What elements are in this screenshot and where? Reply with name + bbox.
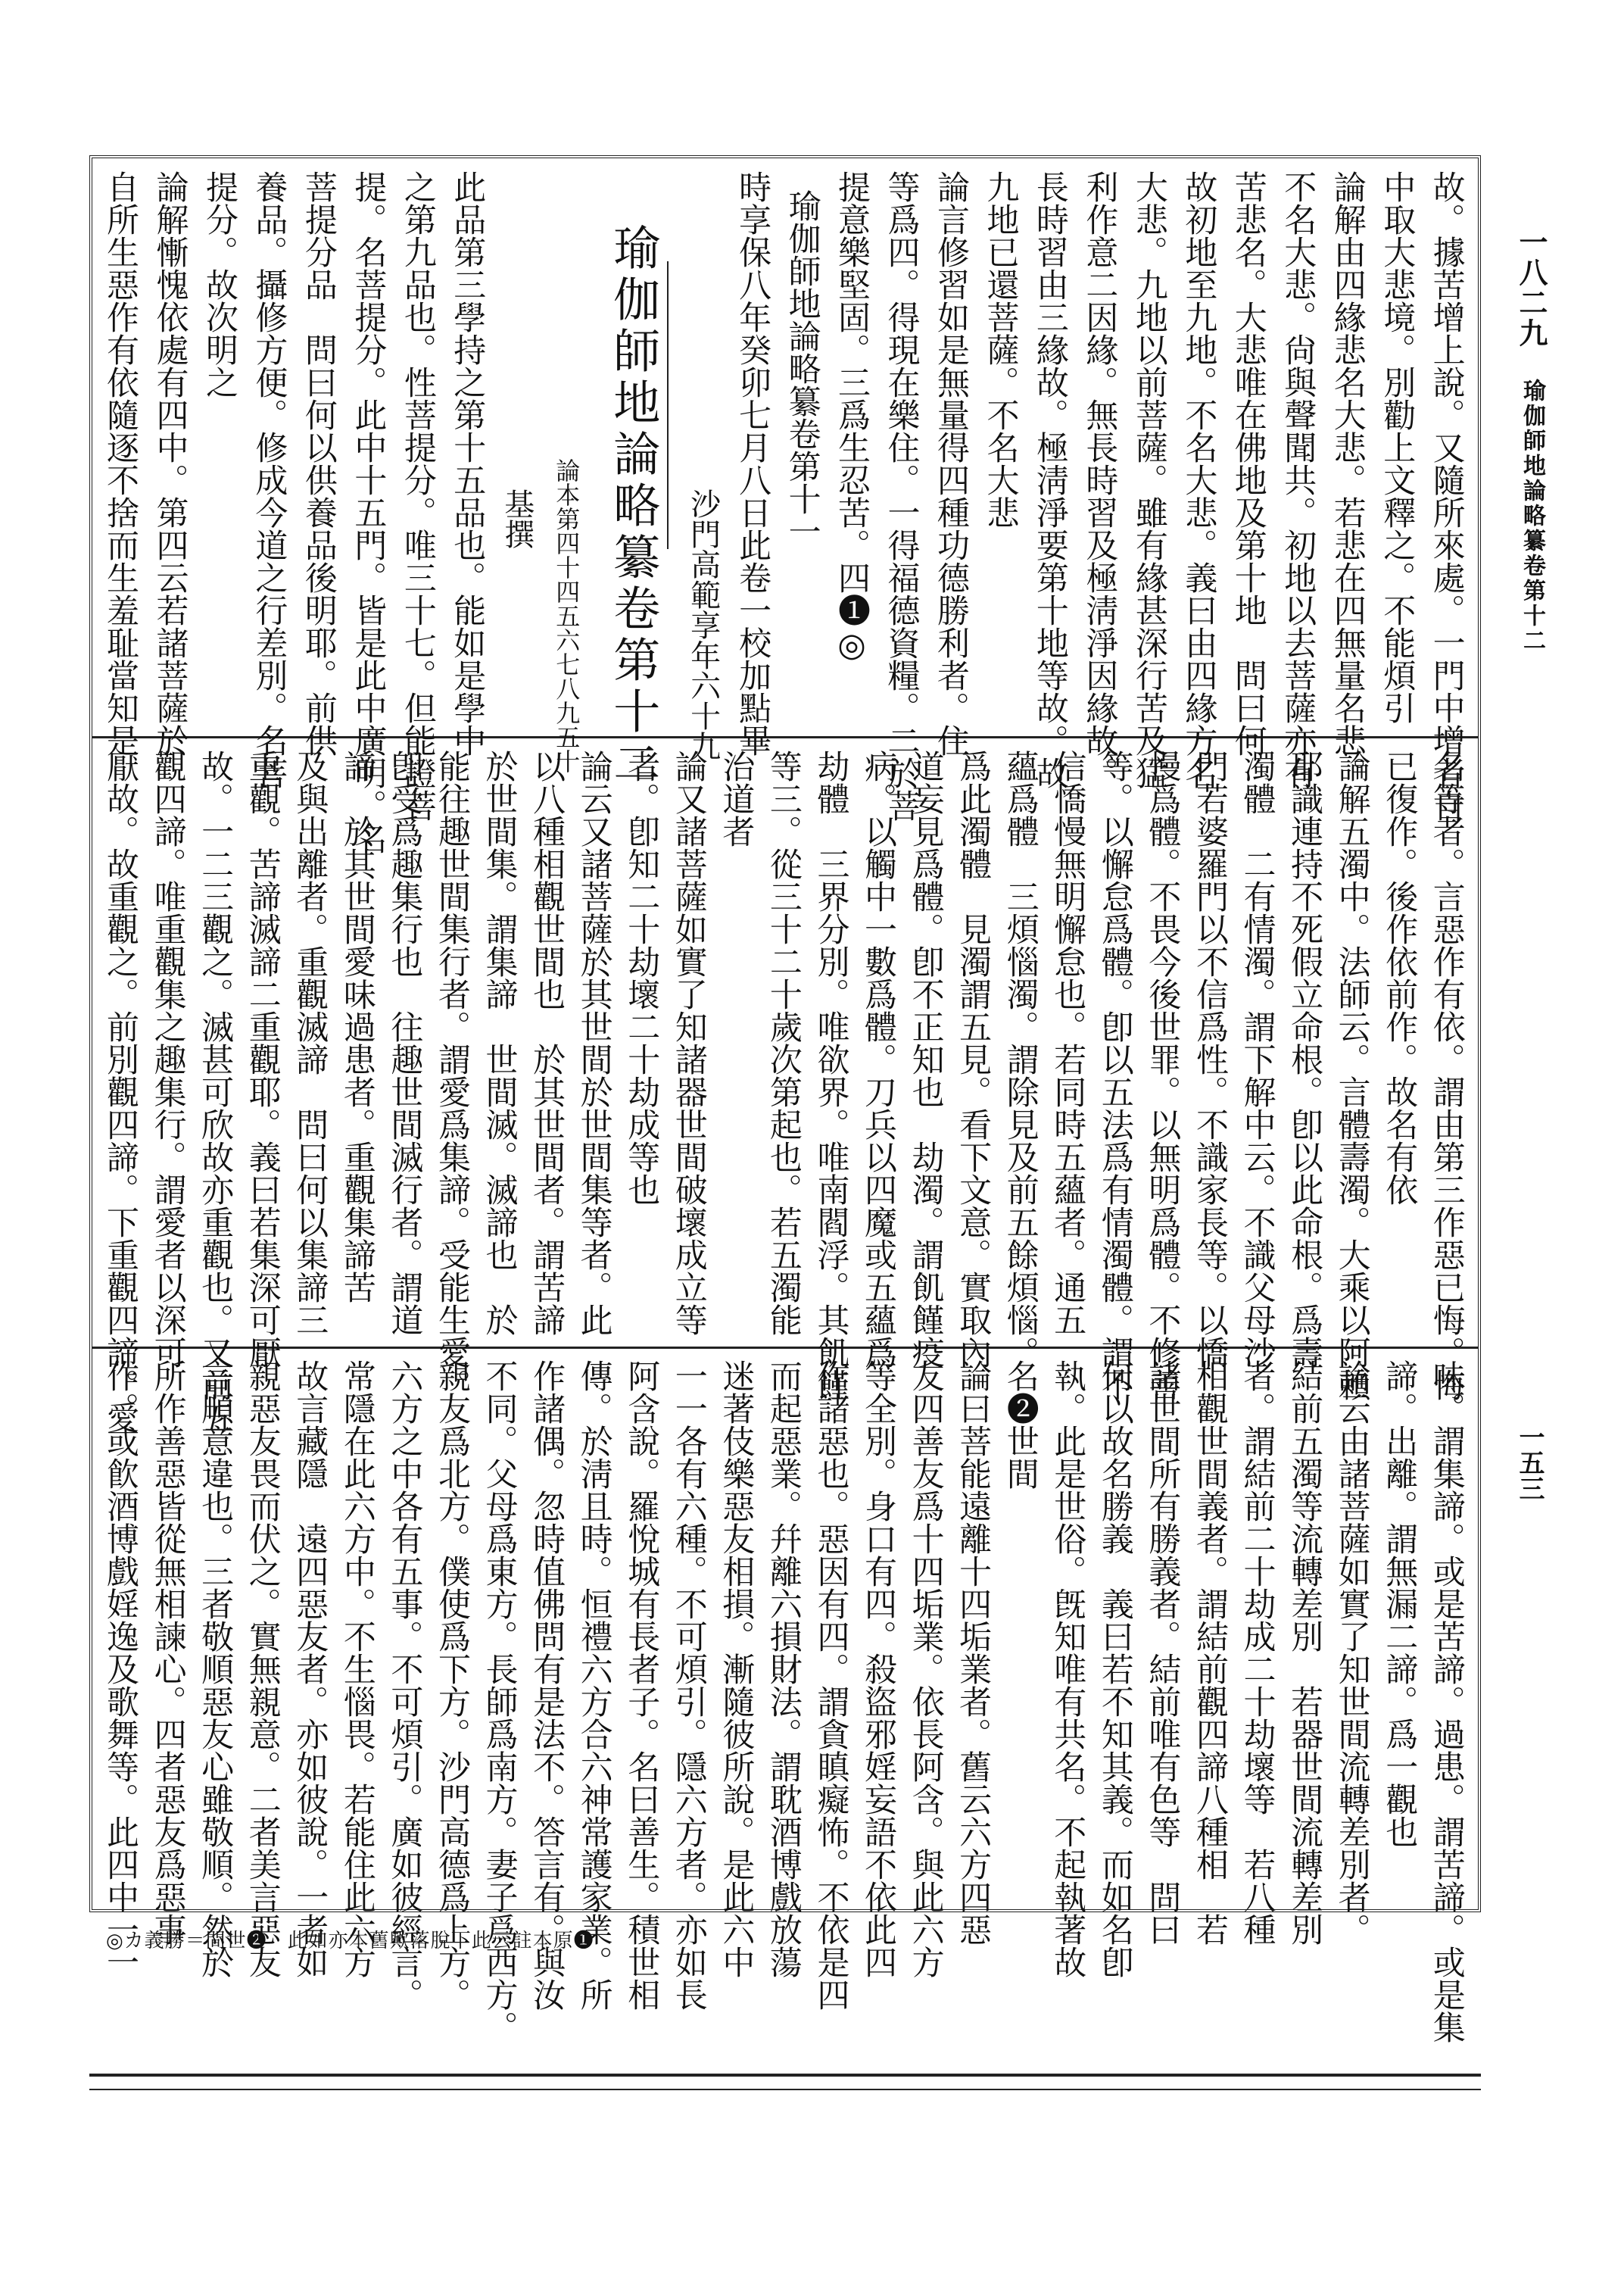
footnote: ❶原本註云此下脫落歟舊本亦如此 ❷世間＝勝義カ◎ — [106, 1930, 594, 1952]
running-title: 瑜伽師地論略纂卷第十二 — [1519, 379, 1545, 654]
text-column: 於世間集。謂集諦 世間滅。滅諦也 於 — [480, 750, 519, 1336]
text-column: 慢爲體。不畏今後世罪。以無明爲體。不修善 — [1143, 750, 1182, 1401]
text-column: 味。謂集諦。或是苦諦。過患。謂苦諦。或是集 — [1427, 1359, 1466, 2043]
text-column: 所作善惡皆從無相諫心。四者惡友爲惡事 — [148, 1359, 187, 1946]
volume-title: 瑜伽師地論略纂卷第十二 — [605, 223, 661, 790]
text-column: 常隱在此六方中。不生惱畏。若能住此六方 — [338, 1359, 376, 1978]
text-column: 者。謂結前二十劫成二十劫壞等 若八種 — [1238, 1359, 1276, 1946]
text-column: 不名大悲。尙與聲聞共。初地以去菩薩亦有 — [1279, 170, 1317, 789]
colophon-date: 時享保八年癸卯七月八日此卷一校加點畢 — [734, 170, 772, 757]
text-column: 結前五濁等流轉差別 若器世間流轉差別 — [1286, 1359, 1324, 1946]
text-column: 爲此濁體 見濁謂五見。看下文意。實取內 — [954, 750, 993, 1369]
text-column: 等全別。身口有四。殺盜邪婬妄語不依此四 — [859, 1359, 897, 1978]
text-column: 厭故。故重觀之。前別觀四諦。下重觀四諦。愛 — [101, 750, 139, 1434]
text-column: 阿含說。羅悅城有長者子。名曰善生。積世相 — [622, 1359, 661, 2011]
bottom-rule-thick — [89, 2074, 1481, 2077]
text-column: 等三。從三十二十歲次第起也。若五濁能 — [764, 750, 803, 1336]
text-column: 名❷世間 — [1001, 1359, 1040, 1490]
text-column: 迷著伎樂惡友相損。漸隨彼所說。是此六中 — [717, 1359, 756, 1978]
text-column: 大悲。九地以前菩薩。雖有緣甚深行苦及猛 — [1130, 170, 1168, 789]
author-attribution: 基撰 — [499, 488, 535, 549]
text-column: 苦悲名。大悲唯在佛地及第十地 問曰何 — [1229, 170, 1267, 757]
text-column: 濁體 二有情濁。謂下解中云。不識父母沙 — [1238, 750, 1276, 1369]
text-column: 諦 於其世間愛味過患者。重觀集諦苦 — [338, 750, 376, 1303]
column-divider — [660, 170, 675, 731]
colophon-monk: 沙門高範享年六十九 — [685, 488, 721, 761]
text-column: 故初地至九地。不名大悲。義曰由四緣方名 — [1180, 170, 1218, 789]
volume-scope: 論本第四十四五六七八九五十 — [552, 458, 581, 773]
text-column: 病。以觸中一數爲體。刀兵以四魔或五蘊爲 — [859, 750, 897, 1369]
text-column: 耶識連持不死假立命根。卽以此命根。爲壽 — [1286, 750, 1324, 1369]
text-column: 六方之中各有五事。不可煩引。廣如彼經言。 — [385, 1359, 424, 2011]
text-column: 提意樂堅固。三爲生忍苦。四❶◎ — [833, 170, 871, 664]
text-column: 論云又諸菩薩於其世間於世間集等者。此 — [575, 750, 613, 1336]
text-column: 言順意違也。三者敬順惡友心雖敬順。然於 — [196, 1359, 235, 1978]
text-column: 何以故名勝義 義曰若不知其義。而如名卽 — [1096, 1359, 1134, 1978]
text-column: 劫體 三界分別。唯欲界。唯南閻浮。其飢饉 — [812, 750, 850, 1401]
text-column: 名等者。言惡作有依。謂由第三作惡已悔。悔 — [1427, 750, 1466, 1401]
text-column: 養品。攝修方便。修成今道之行差別。名菩 — [250, 170, 288, 789]
text-column: 中取大悲境。別勸上文釋之。不能煩引 — [1378, 170, 1417, 724]
text-column: 重觀。苦諦滅諦二重觀耶。義曰若集深可厭 — [243, 750, 282, 1369]
text-column: 論解五濁中。法師云。言體壽濁。大乘以阿賴 — [1333, 750, 1371, 1401]
text-column: 已復作。後作依前作。故名有依 — [1380, 750, 1419, 1206]
text-column: 以八種相觀世間也 於其世間者。謂苦諦 — [528, 750, 566, 1336]
text-column: 故。一二三觀之。滅甚可欣故亦重觀也。又前五 — [196, 750, 235, 1434]
text-column: 親友爲北方。僕使爲下方。沙門高德爲上方。 — [432, 1359, 471, 2011]
text-column: 能往趣世間集行者。謂愛爲集諦。受能生愛。 — [432, 750, 471, 1401]
text-column: 卽受爲趣集行也 往趣世間滅行者。謂道 — [385, 750, 424, 1336]
text-column: 門若婆羅門以不信爲性。不識家長等。以憍 — [1190, 750, 1229, 1369]
text-column: 長時習由三緣故。極淸淨要第十地等故。故 — [1030, 170, 1069, 789]
text-column: 不同。父母爲東方。長師爲南方。妻子爲西方。 — [480, 1359, 519, 2043]
text-column: 治道者 — [717, 750, 756, 847]
text-column: 九地已還菩薩。不名大悲 — [981, 170, 1020, 529]
text-column: 諦。出離。謂無漏二諦。爲一觀也 — [1380, 1359, 1419, 1848]
text-column: 者。卽知二十劫壞二十劫成等也 — [622, 750, 661, 1206]
text-column: 等。以懈怠爲體。卽以五法爲有情濁體。謂不 — [1096, 750, 1134, 1401]
text-column: 利作意二因緣。無長時習及極淸淨因緣故。 — [1080, 170, 1119, 789]
text-column: 故言藏隱 遠四惡友者。亦如彼說。一者如 — [291, 1359, 329, 1978]
previous-volume-end-title: 瑜伽師地論略纂卷第十一 — [783, 189, 821, 548]
text-column: 傳。於淸且時。恒禮六方合六神常護家業。所 — [575, 1359, 613, 2011]
text-column: 友四善友爲十四垢業。依長阿含。與此六方 — [906, 1359, 945, 1978]
text-column: 論解由四緣悲名大悲。若悲在四無量名悲。 — [1328, 170, 1367, 789]
text-column: 執。此是世俗。旣知唯有共名。不起執著故 — [1049, 1359, 1087, 1978]
text-column: 信憍慢無明懈怠也。若同時五蘊者。通五 — [1049, 750, 1087, 1336]
side-page-number: 一五三 — [1514, 1424, 1545, 1501]
page-number: 一八二九 — [1514, 227, 1548, 348]
text-column: 故。據苦增上說。又隨所來處。一門中增者自 — [1427, 170, 1466, 822]
text-column: 道妄見爲體。卽不正知也 劫濁。謂飢饉疫 — [906, 750, 945, 1369]
text-column: 此品第三學持之第十五品也。能如是學中 — [448, 170, 487, 757]
text-column: 觀四諦。唯重觀集之趣集行。謂愛者以深可 — [148, 750, 187, 1369]
text-column: 論言修習如是無量得四種功德勝利者。住 — [931, 170, 970, 757]
text-column: 作。或飮酒博戲婬逸及歌舞等。此四中一一 — [101, 1359, 139, 1978]
bottom-rule-thin — [89, 2089, 1481, 2090]
text-column: 論曰菩能遠離十四垢業者。舊云六方四惡 — [954, 1359, 993, 1946]
text-column: 提。名菩提分。此中十五門。皆是此中廣明。名 — [349, 170, 388, 854]
text-column: 相觀世間義者。謂結前觀四諦八種相 若 — [1190, 1359, 1229, 1946]
text-column: 論云由諸菩薩如實了知世間流轉差別者。 — [1333, 1359, 1371, 1946]
text-column: 諸世間所有勝義者。結前唯有色等 問曰 — [1143, 1359, 1182, 1946]
text-column: 等爲四。得現在樂住。一得福德資糧。二於菩 — [882, 170, 921, 822]
text-column: 而起惡業。幷離六損財法。謂耽酒博戲放蕩 — [764, 1359, 803, 1978]
text-column: 親惡友畏而伏之。實無親意。二者美言惡友 — [243, 1359, 282, 1978]
text-column: 自所生惡作有依隨逐不捨而生羞耻當知是 — [101, 170, 139, 757]
text-column: 之第九品也。性菩提分。唯三十七。但能證菩 — [398, 170, 437, 822]
text-column: 一一各有六種。不可煩引。隱六方者。亦如長 — [669, 1359, 708, 2011]
text-column: 菩提分品 問曰何以供養品後明耶。前供 — [299, 170, 338, 757]
text-column: 提分。故次明之 — [200, 170, 238, 398]
text-column: 作諸偶。忽時值佛問有是法不。答言有。與汝 — [528, 1359, 566, 2011]
text-column: 及與出離者。重觀滅諦 問曰何以集諦三 — [291, 750, 329, 1336]
text-column: 作諸惡也。惡因有四。謂貪瞋癡怖。不依是四 — [812, 1359, 850, 2011]
text-column: 論解慚愧依處有四中。第四云若諸菩薩於 — [151, 170, 189, 757]
text-column: 蘊爲體 三煩惱濁。謂除見及前五餘煩惱。 — [1001, 750, 1040, 1369]
text-column: 論又諸菩薩如實了知諸器世間破壞成立等 — [669, 750, 708, 1336]
